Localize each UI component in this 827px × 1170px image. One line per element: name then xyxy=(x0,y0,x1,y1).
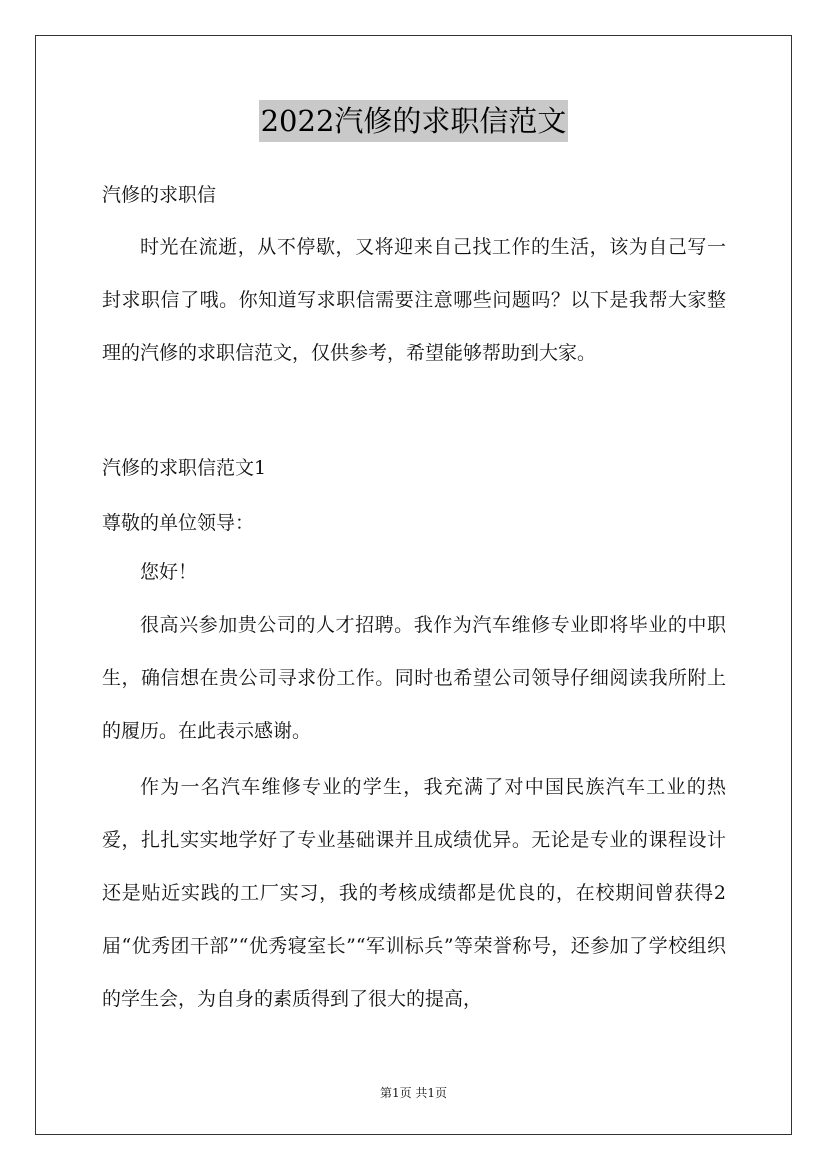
page-footer: 第1页 共1页 xyxy=(379,1086,448,1100)
greeting: 您好！ xyxy=(140,561,198,583)
body-paragraph-2: 作为一名汽车维修专业的学生，我充满了对中国民族汽车工业的热爱，扎扎实实地学好了专业基础课并且成绩优异。无论是专业的课程设计还是贴近实践的工厂实习，我的考核成绩都是优良的，在校期间曾获得2届“优秀团干部”“优秀寝室长”“军训标兵”等荣誉称号，还参加了学校组织的学生会，为自身的素质得到了很大的提高， xyxy=(102,776,726,1010)
salutation: 尊敬的单位领导： xyxy=(102,512,255,534)
document-title: 2022汽修的求职信范文 xyxy=(259,100,569,142)
section-heading: 汽修的求职信范文1 xyxy=(102,457,267,479)
title-wrap xyxy=(0,100,827,142)
body-paragraph-1: 很高兴参加贵公司的人才招聘。我作为汽车维修专业即将毕业的中职生，确信想在贵公司寻求份工作。同时也希望公司领导仔细阅读我所附上的履历。在此表示感谢。 xyxy=(102,614,726,742)
document-subtitle: 汽修的求职信 xyxy=(102,184,217,206)
intro-paragraph: 时光在流逝，从不停歇，又将迎来自己找工作的生活，该为自己写一封求职信了哦。你知道写求职信需要注意哪些问题吗？以下是我帮大家整理的汽修的求职信范文，仅供参考，希望能够帮助到大家。 xyxy=(102,236,726,364)
